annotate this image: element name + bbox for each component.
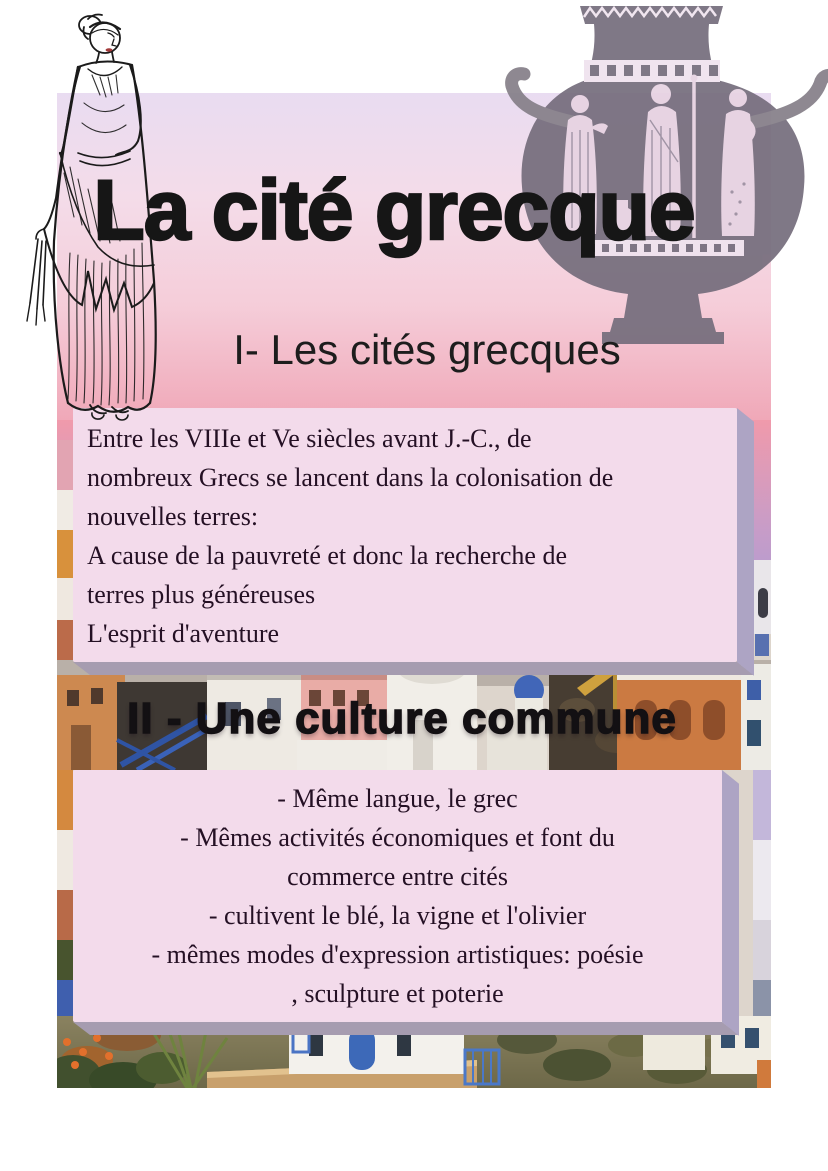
text-line: A cause de la pauvreté et donc la recherche de (87, 541, 568, 570)
text-line: - cultivent le blé, la vigne et l'olivier (208, 901, 587, 930)
text-line: , sculpture et poterie (291, 979, 504, 1008)
text-line: nombreux Grecs se lancent dans la colonisation de (87, 463, 614, 492)
text-line: Entre les VIIIe et Ve siècles avant J.-C., de (87, 424, 532, 453)
text-line: L'esprit d'aventure (87, 619, 280, 648)
text-line: - mêmes modes d'expression artistiques: poésie (151, 940, 644, 969)
text-line: nouvelles terres: (87, 502, 259, 531)
section-2-heading: II - Une culture commune (127, 694, 677, 743)
info-box-colonisation (73, 408, 737, 662)
page-title: La cité grecque (93, 163, 695, 257)
text-line: - Même langue, le grec (277, 784, 518, 813)
text-line: commerce entre cités (287, 862, 508, 891)
text-line: terres plus généreuses (87, 580, 316, 609)
section-1-heading: I- Les cités grecques (233, 326, 621, 373)
text-line: - Mêmes activités économiques et font du (180, 823, 615, 852)
info-box-culture (73, 770, 722, 1022)
